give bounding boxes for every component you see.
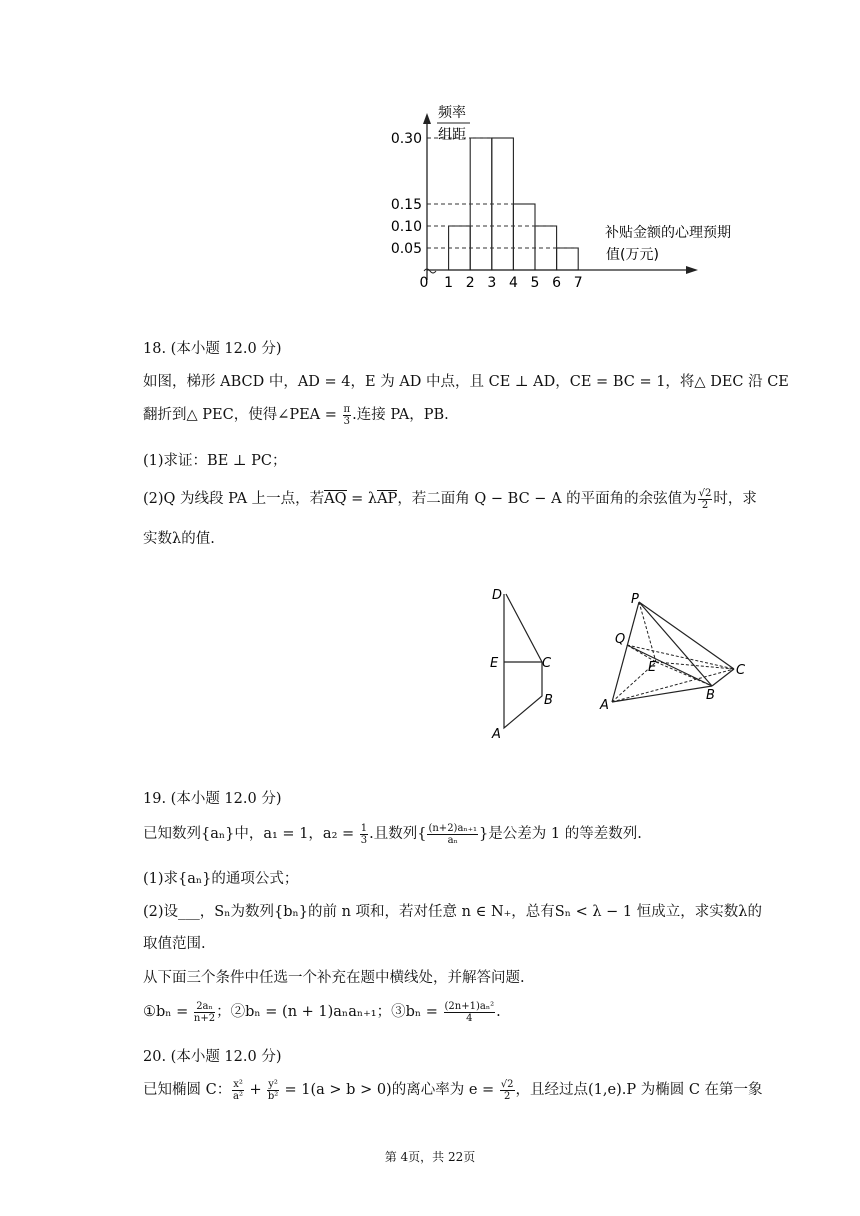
q19-cond3-den: 4 — [466, 1012, 473, 1024]
x-tick-label: 0 — [419, 275, 429, 291]
x-tick-label: 3 — [487, 275, 497, 291]
label-c: C — [542, 656, 552, 671]
q19-cond1-frac — [194, 1001, 215, 1024]
q18-line4-b: ，若二面角 Q − BC − A 的平面角的余弦值为 — [397, 491, 697, 507]
q19-cond3-end: . — [496, 1004, 501, 1020]
q19-cond3-frac — [444, 1001, 496, 1024]
q18-vector-ap — [377, 490, 397, 507]
histogram-bars — [449, 138, 579, 270]
label-c2: C — [736, 663, 746, 678]
dashed-edges — [612, 602, 734, 702]
y-tick-label: 0.05 — [390, 241, 422, 257]
q20-frac1-den: a² — [233, 1090, 244, 1102]
q18-line4-c: 时，求 — [713, 491, 757, 507]
q19-line3: (2)设___，Sₙ为数列{bₙ}的前 n 项和，若对任意 n ∈ N₊，总有Sₙ < λ − 1 恒成立，求实数λ的 — [143, 904, 762, 920]
q20-line1 — [143, 1078, 763, 1102]
q19-cond3-num: (2n+1)aₙ² — [444, 1000, 495, 1012]
q18-header: 18. (本小题 12.0 分) — [143, 341, 282, 357]
y-tick-label: 0.30 — [390, 131, 422, 147]
x-tick-label: 7 — [573, 275, 583, 291]
q20-frac3-num: √2 — [500, 1078, 514, 1090]
x-tick-labels — [420, 275, 583, 291]
figure-trapezoid — [484, 582, 564, 744]
q19-frac1-den: 3 — [360, 834, 368, 846]
y-tick-label: 0.15 — [390, 197, 422, 213]
q18-line1: 如图，梯形 ABCD 中，AD = 4，E 为 AD 中点，且 CE ⊥ AD，CE = BC = 1，将△ DEC 沿 CE — [143, 374, 789, 390]
edge-pa — [612, 602, 639, 702]
q20-plus: + — [244, 1082, 267, 1098]
y-tick-labels — [391, 131, 422, 257]
q20-frac1-num: x² — [233, 1078, 243, 1090]
q18-line3: (1)求证：BE ⊥ PC； — [143, 453, 287, 469]
q20-frac3 — [500, 1079, 515, 1102]
q19-line1 — [143, 822, 642, 846]
label-b: B — [544, 693, 553, 708]
q19-line4: 取值范围. — [143, 936, 206, 952]
q18-frac2 — [698, 488, 713, 511]
q19-cond1-den: n+2 — [193, 1012, 216, 1024]
x-label-line1: 补贴金额的心理预期 — [605, 225, 731, 241]
y-label-top: 频率 — [438, 105, 466, 121]
label-d: D — [492, 588, 503, 603]
q18-frac — [343, 404, 352, 427]
edge-qb — [627, 645, 712, 686]
q18-frac-num: π — [343, 403, 351, 415]
label-a2: A — [600, 698, 609, 713]
q20-frac3-den: 2 — [503, 1090, 511, 1102]
histogram-bar — [513, 204, 535, 270]
label-b2: B — [706, 688, 715, 703]
q18-line2-b: .连接 PA，PB. — [352, 407, 449, 423]
x-tick-label: 2 — [465, 275, 475, 291]
q18-vec2-text: AP — [377, 491, 398, 507]
q19-line1-c: }是公差为 1 的等差数列. — [479, 826, 642, 842]
label-e: E — [490, 656, 499, 671]
histogram-chart — [380, 95, 780, 300]
q19-conditions — [143, 1000, 501, 1024]
q19-frac2 — [427, 823, 478, 846]
q20-frac2-num: y² — [268, 1078, 278, 1090]
q20-line1-c: ，且经过点(1,e).P 为椭圆 C 在第一象 — [515, 1082, 763, 1098]
x-tick-label: 6 — [552, 275, 562, 291]
q19-cond1: ①bₙ = — [143, 1004, 193, 1020]
q20-line1-b: = 1(a > b > 0)的离心率为 e = — [279, 1082, 499, 1098]
figure-pyramid — [594, 590, 764, 715]
x-tick-label: 4 — [508, 275, 518, 291]
q19-line1-a: 已知数列{aₙ}中，a₁ = 1，a₂ = — [143, 826, 359, 842]
page-footer: 第 4页，共 22页 — [384, 1150, 476, 1164]
q18-vector-aq — [324, 490, 346, 507]
q18-line4-mid: = λ — [346, 491, 378, 507]
x-label-line2: 值(万元) — [606, 247, 659, 263]
y-tick-label: 0.10 — [390, 219, 422, 235]
q19-frac2-num: (n+2)aₙ₊₁ — [428, 822, 478, 834]
label-a: A — [492, 727, 501, 742]
histogram-bar — [492, 138, 514, 270]
trapezoid-outline — [504, 594, 542, 728]
q18-line5: 实数λ的值. — [143, 531, 215, 547]
q19-cond1-num: 2aₙ — [194, 1001, 215, 1013]
q20-frac2-den: b² — [267, 1090, 279, 1102]
q19-line2: (1)求{aₙ}的通项公式； — [143, 871, 299, 887]
y-axis-arrow-icon — [423, 113, 431, 124]
q18-line2 — [143, 403, 449, 427]
q20-header: 20. (本小题 12.0 分) — [143, 1049, 282, 1065]
q18-line4-a: (2)Q 为线段 PA 上一点，若 — [143, 491, 325, 507]
label-e2: E — [648, 660, 657, 675]
q18-line4 — [143, 487, 757, 511]
histogram-bar — [470, 138, 492, 270]
q20-frac2 — [267, 1079, 279, 1102]
q18-frac-den: 3 — [343, 415, 350, 427]
x-tick-label: 1 — [444, 275, 454, 291]
label-q: Q — [615, 632, 626, 647]
histogram-dash-lines — [427, 138, 578, 248]
q19-frac1 — [360, 823, 368, 846]
q19-header: 19. (本小题 12.0 分) — [143, 791, 282, 807]
label-p: P — [631, 592, 639, 607]
q19-line5: 从下面三个条件中任选一个补充在题中横线处，并解答问题. — [143, 970, 525, 986]
q18-line2-a: 翻折到△ PEC，使得∠PEA = — [143, 407, 342, 423]
x-axis-arrow-icon — [686, 266, 698, 274]
edge-pc — [639, 602, 734, 669]
q19-frac1-num: 1 — [360, 822, 368, 834]
q20-frac1 — [232, 1079, 244, 1102]
x-tick-label: 5 — [530, 275, 540, 291]
q18-vec1-text: AQ — [324, 491, 347, 507]
q19-line1-b: .且数列{ — [369, 826, 427, 842]
y-label-bottom: 组距 — [438, 127, 466, 143]
q19-frac2-den: aₙ — [447, 834, 458, 846]
q19-cond2: ；②bₙ = (n + 1)aₙaₙ₊₁；③bₙ = — [216, 1004, 443, 1020]
q18-frac2-den: 2 — [701, 499, 709, 511]
histogram-bar — [557, 248, 579, 270]
q20-line1-a: 已知椭圆 C： — [143, 1082, 232, 1098]
q18-frac2-num: √2 — [698, 487, 712, 499]
